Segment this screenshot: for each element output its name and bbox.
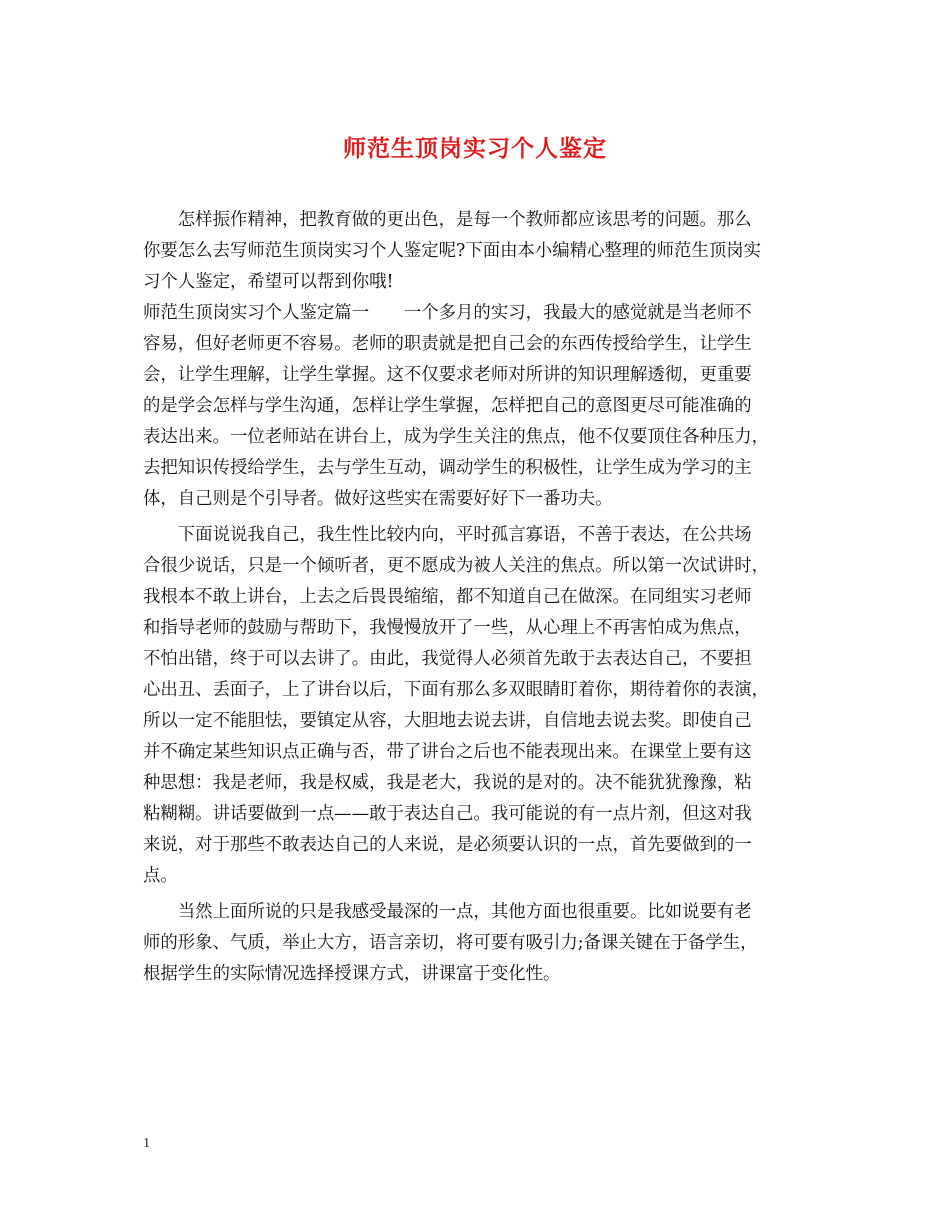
document-body — [143, 205, 823, 990]
text-line: 来说，对于那些不敢表达自己的人来说，是必须要认识的一点，首先要做到的一 — [143, 835, 752, 855]
document-title: 师范生顶岗实习个人鉴定 — [343, 135, 607, 162]
text-line: 的是学会怎样与学生沟通，怎样让学生掌握，怎样把自己的意图更尽可能准确的 — [143, 396, 752, 416]
text-line: 师的形象、气质，举止大方，语言亲切，将可要有吸引力;备课关键在于备学生， — [143, 933, 758, 953]
page-number: 1 — [143, 1136, 150, 1151]
text-line: 合很少说话，只是一个倾听者，更不愿成为被人关注的焦点。所以第一次试讲时， — [143, 556, 770, 576]
text-line: 根据学生的实际情况选择授课方式，讲课富于变化性。 — [143, 964, 561, 984]
text-line: 点。 — [143, 866, 178, 886]
text-line: 你要怎么去写师范生顶岗实习个人鉴定呢?下面由本小编精心整理的师范生顶岗实 — [143, 241, 761, 261]
text-line: 师范生顶岗实习个人鉴定篇一 一个多月的实习，我最大的感觉就是当老师不 — [143, 303, 752, 323]
text-line: 怎样振作精神，把教育做的更出色，是每一个教师都应该思考的问题。那么 — [143, 210, 752, 230]
text-line: 和指导老师的鼓励与帮助下，我慢慢放开了一些，从心理上不再害怕成为焦点， — [143, 618, 752, 638]
text-line: 我根本不敢上讲台，上去之后畏畏缩缩，都不知道自己在做深。在同组实习老师 — [143, 587, 752, 607]
text-line: 容易，但好老师更不容易。老师的职责就是把自己会的东西传授给学生，让学生 — [143, 334, 752, 354]
text-line: 种思想：我是老师，我是权威，我是老大，我说的是对的。决不能犹犹豫豫，粘 — [143, 773, 752, 793]
text-line: 会，让学生理解，让学生掌握。这不仅要求老师对所讲的知识理解透彻，更重要 — [143, 365, 752, 385]
text-line: 并不确定某些知识点正确与否，带了讲台之后也不能表现出来。在课堂上要有这 — [143, 742, 752, 762]
text-line: 体，自己则是个引导者。做好这些实在需要好好下一番功夫。 — [143, 489, 613, 509]
text-line: 所以一定不能胆怯，要镇定从容，大胆地去说去讲，自信地去说去奖。即使自己 — [143, 711, 752, 731]
text-line: 当然上面所说的只是我感受最深的一点，其他方面也很重要。比如说要有老 — [143, 902, 752, 922]
text-line: 心出丑、丢面子，上了讲台以后，下面有那么多双眼睛盯着你，期待着你的表演， — [143, 680, 770, 700]
text-line: 习个人鉴定，希望可以帮到你哦! — [143, 272, 394, 292]
text-line: 不怕出错，终于可以去讲了。由此，我觉得人必须首先敢于去表达自己，不要担 — [143, 649, 752, 669]
text-line: 去把知识传授给学生，去与学生互动，调动学生的积极性，让学生成为学习的主 — [143, 458, 752, 478]
text-line: 下面说说我自己，我生性比较内向，平时孤言寡语，不善于表达，在公共场 — [143, 525, 752, 545]
text-line: 粘糊糊。讲话要做到一点——敢于表达自己。我可能说的有一点片剂，但这对我 — [143, 804, 752, 824]
text-line: 表达出来。一位老师站在讲台上，成为学生关注的焦点，他不仅要顶住各种压力， — [143, 427, 770, 447]
